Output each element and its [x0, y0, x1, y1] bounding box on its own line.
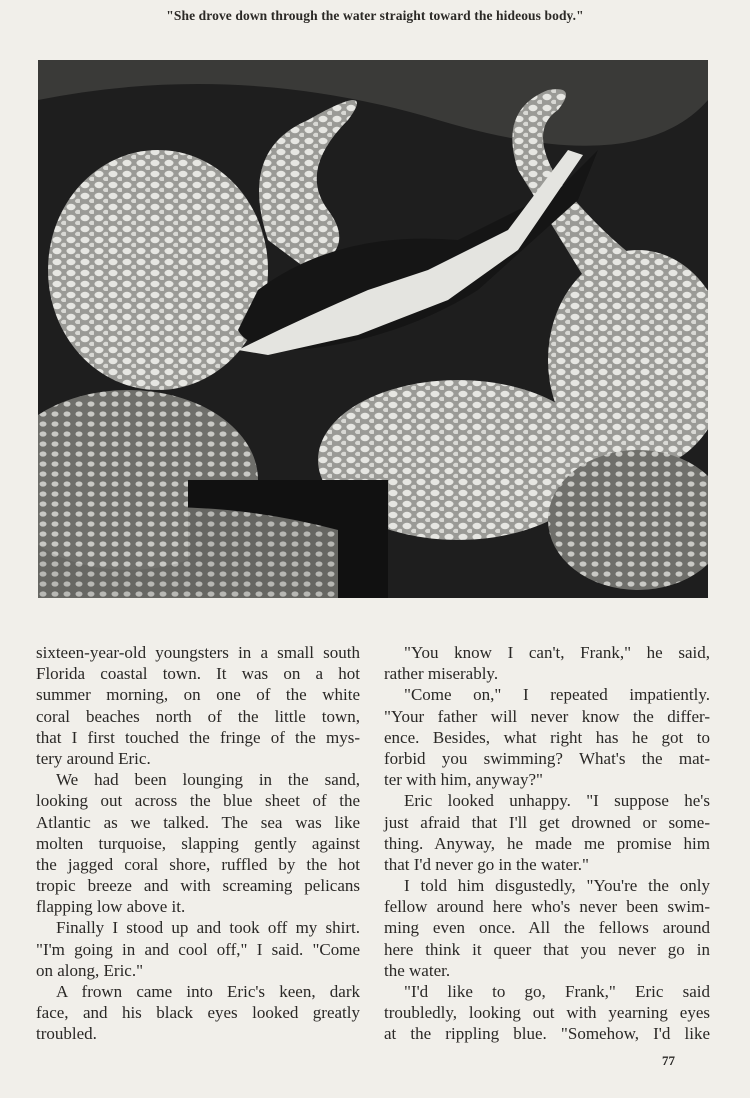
text-line: "I'd like to go, Frank," Eric said [404, 982, 710, 1001]
text-line: "I'm going in and cool off," I said. "Come [36, 939, 360, 959]
text-line: molten turquoise, slapping gently against [36, 833, 360, 853]
text-line: troubled. [36, 1024, 97, 1044]
text-line: that I'd never go in the water." [384, 854, 589, 874]
text-line: We had been lounging in the sand, [56, 770, 360, 790]
text-line: the jagged coral shore, ruffled by the hot [36, 854, 360, 874]
text-column-left [36, 642, 360, 1045]
text-line: Eric looked unhappy. "I suppose he's [404, 791, 710, 811]
text-line: Finally I stood up and took off my shirt. [56, 918, 360, 938]
text-line: ming even once. All the fellows around [384, 918, 710, 938]
text-line: tery around Eric. [36, 748, 151, 768]
text-line: flapping low above it. [36, 897, 186, 917]
text-line: rather miserably. [384, 664, 499, 684]
text-line: forbid you swimming? What's the mat- [384, 748, 710, 768]
text-line: thing. Anyway, he made me promise him [384, 833, 710, 853]
text-line: that I first touched the fringe of the mys- [36, 727, 360, 747]
illustration-drawing [38, 60, 708, 598]
text-line: A frown came into Eric's keen, dark [56, 982, 360, 1001]
text-line: face, and his black eyes looked greatly [36, 1003, 360, 1023]
text-line: just afraid that I'll get drowned or some- [384, 812, 710, 832]
text-line: "You know I can't, Frank," he said, [404, 643, 710, 662]
text-line: Atlantic as we talked. The sea was like [36, 812, 360, 832]
text-line: fellow around here who's never been swim- [384, 897, 710, 917]
text-line: sixteen-year-old youngsters in a small south [36, 643, 360, 662]
text-line: "Your father will never know the differ- [384, 706, 710, 726]
text-line: the water. [384, 960, 451, 980]
text-column-right [384, 642, 710, 1045]
text-line: "Come on," I repeated impatiently. [404, 685, 710, 705]
text-line: on along, Eric." [36, 960, 144, 980]
illustration-underwater-tentacles [38, 60, 708, 598]
text-line: looking out across the blue sheet of the [36, 791, 360, 811]
text-line: troubledly, looking out with yearning eyes [384, 1003, 710, 1023]
text-line: ter with him, anyway?" [384, 770, 543, 790]
text-line: Florida coastal town. It was on a hot [36, 664, 360, 684]
illustration-caption: "She drove down through the water straight toward the hideous body." [166, 8, 584, 23]
text-line: tropic breeze and with screaming pelicans [36, 876, 360, 896]
text-line: coral beaches north of the little town, [36, 706, 360, 726]
page-number: 77 [662, 1053, 675, 1068]
text-line: ence. Besides, what right has he got to [384, 727, 710, 747]
text-line: at the rippling blue. "Somehow, I'd like [384, 1024, 710, 1044]
text-line: here think it queer that you never go in [384, 939, 710, 959]
text-line: I told him disgustedly, "You're the only [404, 876, 710, 896]
text-line: summer morning, on one of the white [36, 685, 360, 705]
